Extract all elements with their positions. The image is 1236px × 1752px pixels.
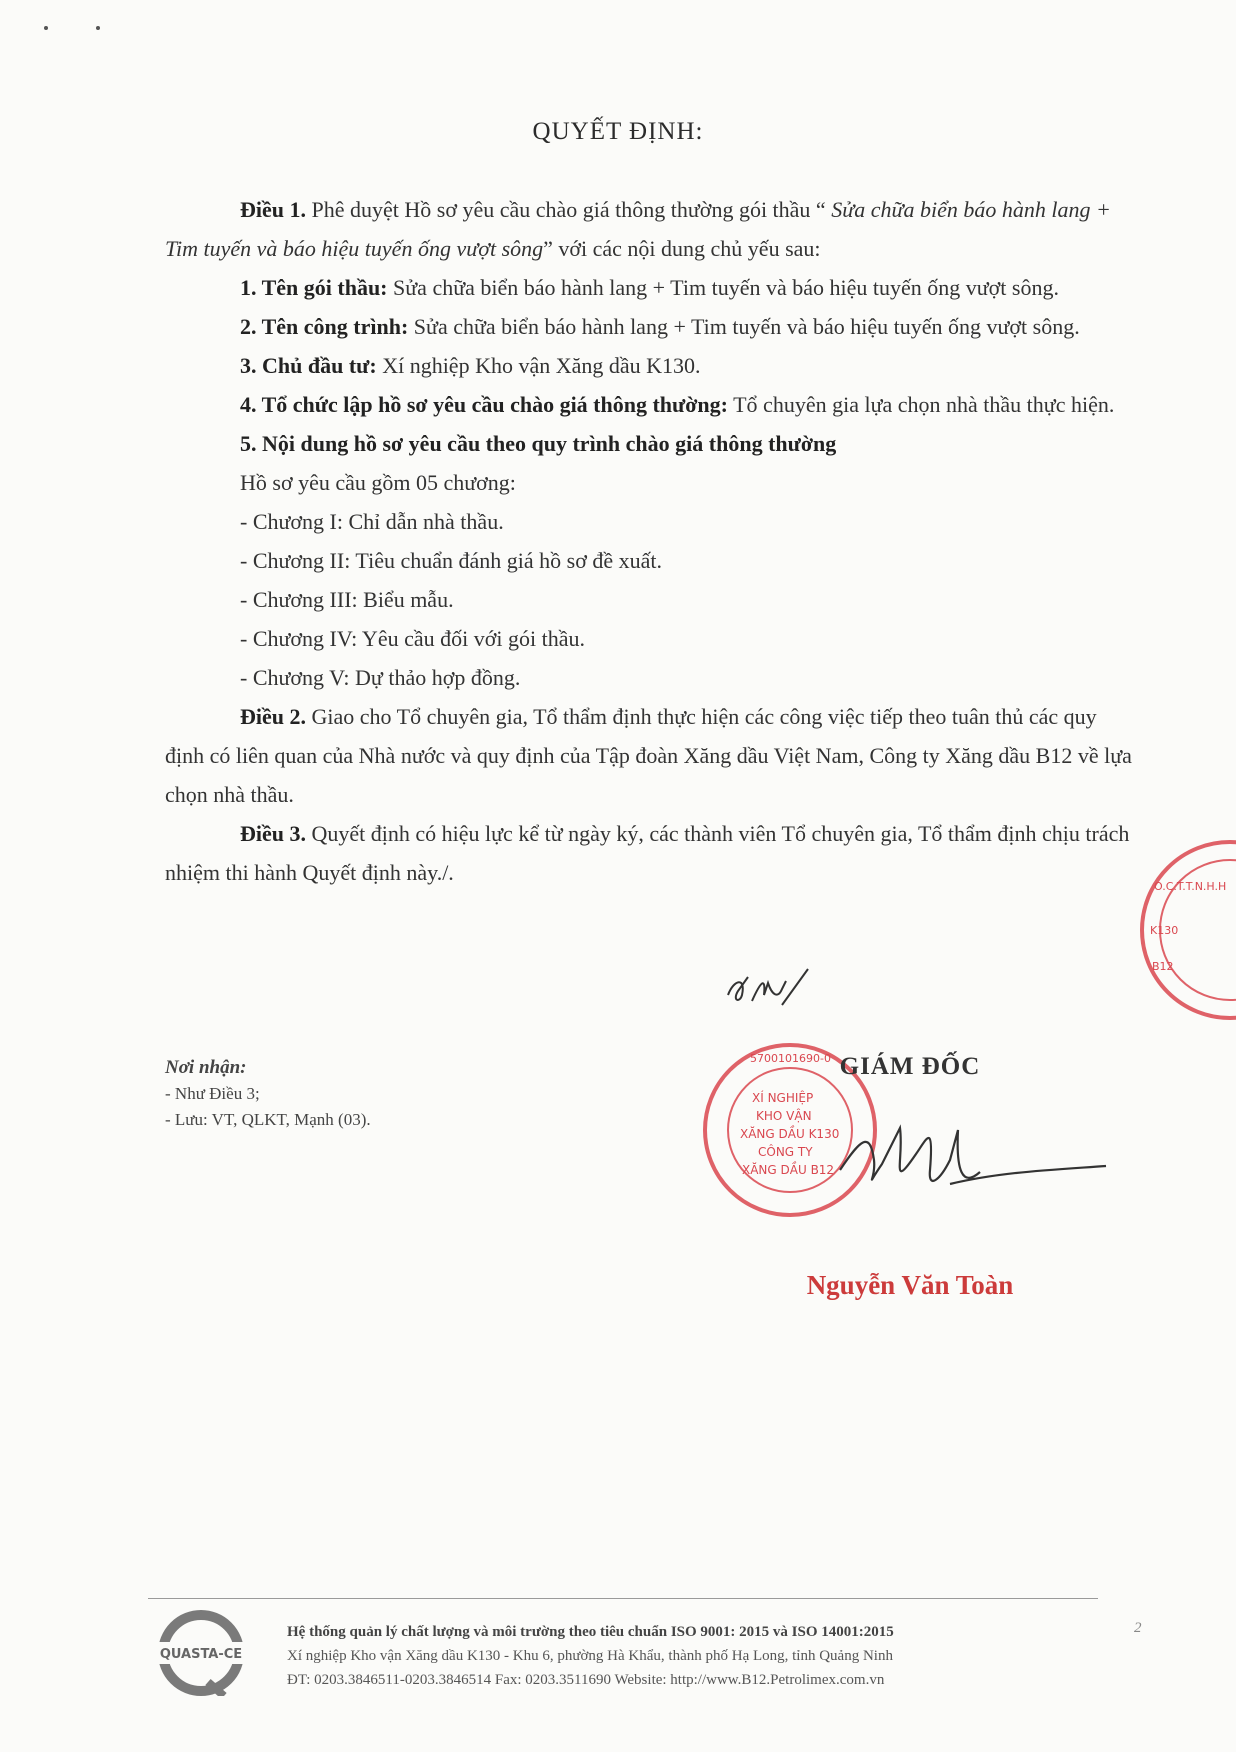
svg-text:5700101690-0: 5700101690-0 (750, 1052, 831, 1065)
recipients-block (165, 1055, 371, 1133)
signer-name: Nguyễn Văn Toàn (806, 1270, 1014, 1300)
item-5: 5. Nội dung hồ sơ yêu cầu theo quy trình chào giá thông thường (240, 431, 837, 456)
quasta-cert-logo (158, 1610, 244, 1696)
svg-text:O.C.T.T.N.H.H: O.C.T.T.N.H.H (1154, 880, 1227, 893)
svg-text:XÍ NGHIỆP: XÍ NGHIỆP (752, 1091, 814, 1105)
footer-divider (148, 1598, 1098, 1599)
page-number: 2 (1134, 1620, 1142, 1636)
svg-text:QUASTA-CE: QUASTA-CE (159, 1647, 243, 1662)
recipients-heading: Nơi nhận: (165, 1057, 247, 1078)
item-4: 4. Tổ chức lập hồ sơ yêu cầu chào giá thông thường: Tổ chuyên gia lựa chọn nhà thầu thực hiện. (240, 392, 1115, 417)
footer-contact-line: ĐT: 0203.3846511-0203.3846514 Fax: 0203.3511690 Website: http://www.B12.Petrolimex.com.vn (287, 1672, 885, 1688)
chapter-item: - Chương III: Biểu mẫu. (240, 587, 454, 612)
svg-text:KHO VẬN: KHO VẬN (756, 1109, 812, 1123)
footer-quality-line: Hệ thống quản lý chất lượng và môi trường theo tiêu chuẩn ISO 9001: 2015 và ISO 14001:2015 (287, 1624, 894, 1640)
item-3: 3. Chủ đầu tư: Xí nghiệp Kho vận Xăng dầu K130. (240, 353, 701, 378)
recipient-item: - Lưu: VT, QLKT, Mạnh (03). (165, 1110, 371, 1129)
item-1: 1. Tên gói thầu: Sửa chữa biển báo hành lang + Tim tuyến và báo hiệu tuyến ống vượt sông. (240, 275, 1059, 300)
initials-signature (720, 965, 815, 1015)
scan-speck (96, 26, 100, 30)
svg-text:K130: K130 (1150, 924, 1179, 937)
svg-text:B12: B12 (1152, 960, 1174, 973)
partial-stamp-seal (1120, 830, 1236, 1030)
director-signature (830, 1100, 1110, 1220)
director-title: GIÁM ĐỐC (839, 1053, 981, 1080)
scan-speck (44, 26, 48, 30)
article-1: Điều 1. Phê duyệt Hồ sơ yêu cầu chào giá thông thường gói thầu “ Sửa chữa biển báo hành lang + Tim tuyến và báo hiệu tuyến ống vượt sông” với các nội dung chủ yếu sau: (165, 197, 1111, 261)
chapter-item: - Chương V: Dự thảo hợp đồng. (240, 665, 521, 690)
svg-text:XĂNG DẦU K130: XĂNG DẦU K130 (740, 1127, 840, 1141)
footer-address-line: Xí nghiệp Kho vận Xăng dầu K130 - Khu 6, phường Hà Khẩu, thành phố Hạ Long, tỉnh Quảng Ninh (287, 1648, 893, 1664)
chapter-item: - Chương I: Chỉ dẫn nhà thầu. (240, 509, 504, 534)
svg-text:CÔNG TY: CÔNG TY (758, 1145, 813, 1159)
document-title: QUYẾT ĐỊNH: (532, 118, 704, 145)
chapters-intro: Hồ sơ yêu cầu gồm 05 chương: (240, 470, 516, 495)
item-2: 2. Tên công trình: Sửa chữa biển báo hành lang + Tim tuyến và báo hiệu tuyến ống vượt sông. (240, 314, 1080, 339)
article-3: Điều 3. Quyết định có hiệu lực kể từ ngày ký, các thành viên Tổ chuyên gia, Tổ thẩm định chịu trách nhiệm thi hành Quyết định này./. (165, 821, 1130, 885)
recipient-item: - Như Điều 3; (165, 1084, 260, 1103)
decision-body (165, 190, 1135, 892)
footer-info (287, 1620, 1087, 1692)
chapter-item: - Chương IV: Yêu cầu đối với gói thầu. (240, 626, 585, 651)
svg-text:XĂNG DẦU B12: XĂNG DẦU B12 (742, 1163, 835, 1177)
chapter-item: - Chương II: Tiêu chuẩn đánh giá hồ sơ đề xuất. (240, 548, 662, 573)
article-2: Điều 2. Giao cho Tổ chuyên gia, Tổ thẩm định thực hiện các công việc tiếp theo tuân thủ các quy định có liên quan của Nhà nước và quy định của Tập đoàn Xăng dầu Việt Nam, Công ty Xăng dầu B12 về lựa chọn nhà thầu. (165, 704, 1132, 807)
